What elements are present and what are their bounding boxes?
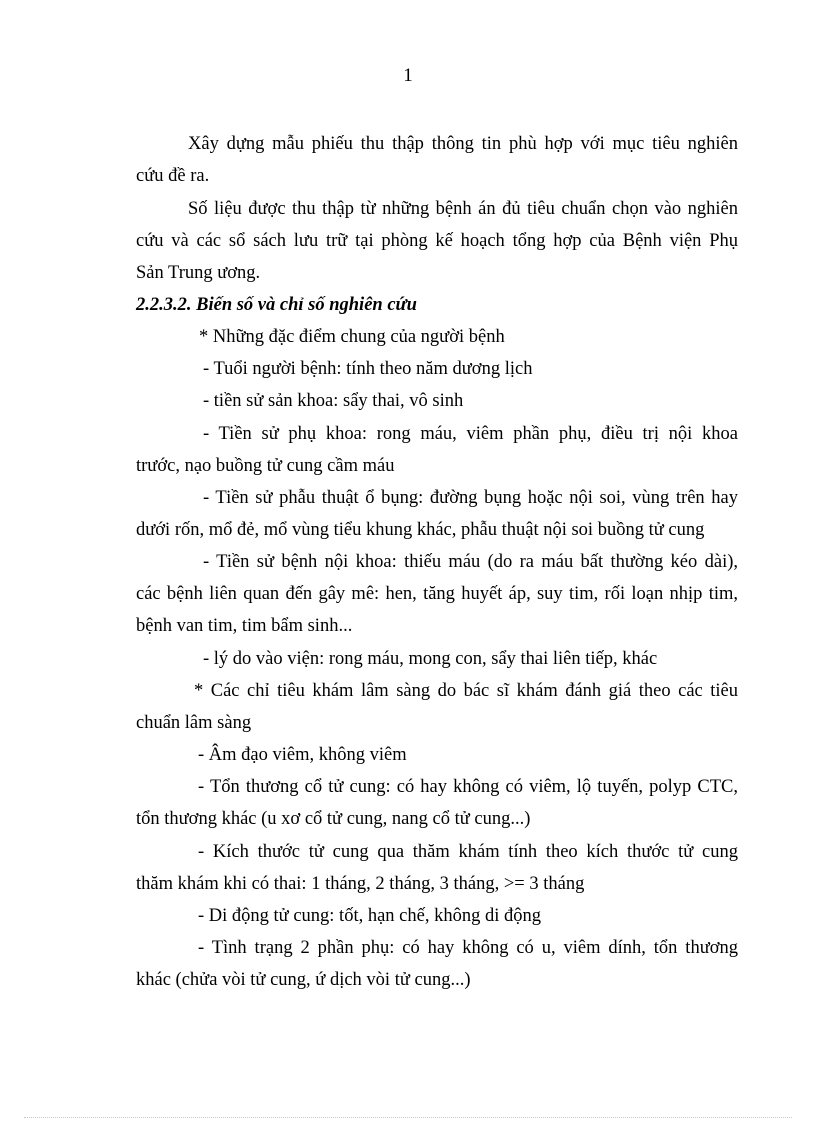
list-item-continuation: trước, nạo buồng tử cung cầm máu bbox=[136, 456, 395, 476]
list-item: * Những đặc điểm chung của người bệnh bbox=[199, 327, 505, 347]
list-item-continuation: chuẩn lâm sàng bbox=[136, 713, 252, 733]
list-item: - Tiền sử bệnh nội khoa: thiếu máu (do ra máu bất thường kéo dài), bbox=[203, 552, 738, 572]
paragraph-line: cứu và các sổ sách lưu trữ tại phòng kế hoạch tổng hợp của Bệnh viện Phụ bbox=[136, 231, 738, 251]
list-item: - Tuổi người bệnh: tính theo năm dương lịch bbox=[203, 359, 533, 379]
list-item: - Âm đạo viêm, không viêm bbox=[198, 745, 407, 765]
paragraph-line: Sản Trung ương. bbox=[136, 263, 261, 283]
paragraph-line: cứu đề ra. bbox=[136, 166, 210, 186]
list-item-continuation: tổn thương khác (u xơ cổ tử cung, nang cổ tử cung...) bbox=[136, 809, 531, 829]
list-item: - Di động tử cung: tốt, hạn chế, không di động bbox=[198, 906, 541, 926]
list-item-continuation: khác (chửa vòi tử cung, ứ dịch vòi tử cung...) bbox=[136, 970, 471, 990]
list-item-continuation: dưới rốn, mổ đẻ, mổ vùng tiểu khung khác, phẫu thuật nội soi buồng tử cung bbox=[136, 520, 705, 540]
list-item-continuation: các bệnh liên quan đến gây mê: hen, tăng huyết áp, suy tim, rối loạn nhịp tim, bbox=[136, 584, 738, 604]
paragraph-line: Xây dựng mẫu phiếu thu thập thông tin phù hợp với mục tiêu nghiên bbox=[188, 134, 738, 154]
section-heading: 2.2.3.2. Biến số và chỉ số nghiên cứu bbox=[136, 295, 417, 315]
list-item: - Tiền sử phẫu thuật ổ bụng: đường bụng hoặc nội soi, vùng trên hay bbox=[203, 488, 738, 508]
list-item: - lý do vào viện: rong máu, mong con, sẩy thai liên tiếp, khác bbox=[203, 649, 658, 669]
paragraph-line: Số liệu được thu thập từ những bệnh án đủ tiêu chuẩn chọn vào nghiên bbox=[188, 199, 738, 219]
list-item: * Các chỉ tiêu khám lâm sàng do bác sĩ khám đánh giá theo các tiêu bbox=[194, 681, 738, 701]
list-item: - Tình trạng 2 phần phụ: có hay không có u, viêm dính, tổn thương bbox=[198, 938, 738, 958]
list-item: - Tiền sử phụ khoa: rong máu, viêm phần phụ, điều trị nội khoa bbox=[203, 424, 738, 444]
list-item-continuation: thăm khám khi có thai: 1 tháng, 2 tháng, 3 tháng, >= 3 tháng bbox=[136, 874, 585, 894]
page-number: 1 bbox=[403, 65, 413, 86]
footer-divider bbox=[24, 1117, 792, 1118]
list-item: - Kích thước tử cung qua thăm khám tính theo kích thước tử cung bbox=[198, 842, 738, 862]
list-item: - tiền sử sản khoa: sẩy thai, vô sinh bbox=[203, 391, 464, 411]
list-item-continuation: bệnh van tim, tim bẩm sinh... bbox=[136, 616, 353, 636]
list-item: - Tổn thương cổ tử cung: có hay không có viêm, lộ tuyến, polyp CTC, bbox=[198, 777, 738, 797]
